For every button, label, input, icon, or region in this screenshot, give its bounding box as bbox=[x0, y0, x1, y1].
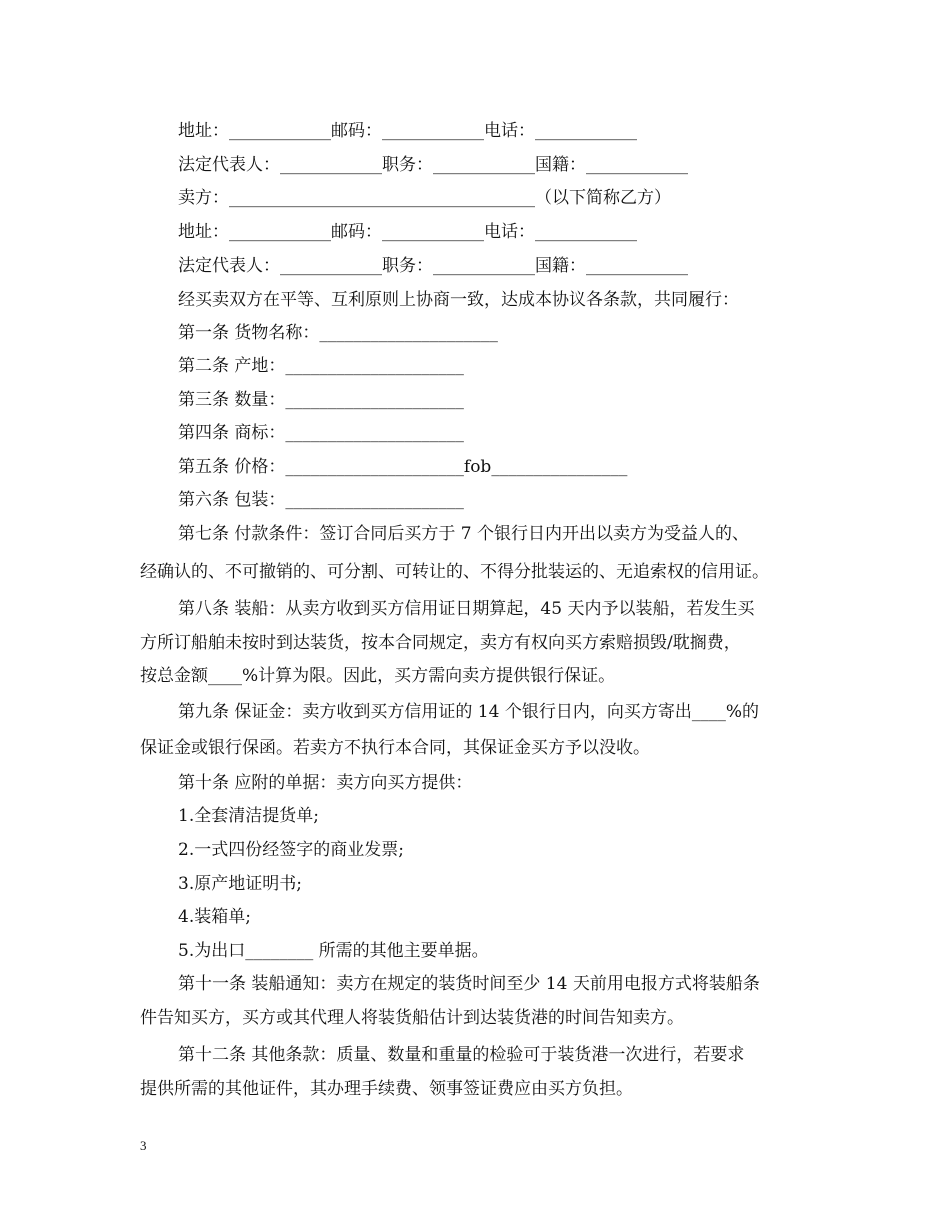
page-number: 3 bbox=[140, 1138, 147, 1153]
clause-8-line-1: 第八条 装船：从卖方收到买方信用证日期算起，45 天内予以装船，若发生买 bbox=[178, 599, 755, 619]
clause-5: 第五条 价格：_____________________fob________________ bbox=[178, 457, 628, 477]
buyer-representative-line: 法定代表人：____________职务：____________国籍：____________ bbox=[178, 155, 688, 175]
seller-address-line: 地址：____________邮码：____________电话：____________ bbox=[178, 222, 637, 242]
clause-6: 第六条 包装：_____________________ bbox=[178, 490, 464, 510]
document-item-1: 1.全套清洁提货单; bbox=[178, 806, 319, 826]
agreement-intro: 经买卖双方在平等、互利原则上协商一致，达成本协议各条款，共同履行： bbox=[178, 290, 739, 310]
clause-8-line-3: 按总金额____%计算为限。因此，买方需向卖方提供银行保证。 bbox=[140, 666, 616, 686]
clause-8-line-2: 方所订船舶未按时到达装货，按本合同规定，卖方有权向买方索赔损毁/耽搁费， bbox=[140, 633, 741, 653]
clause-10-heading: 第十条 应附的单据：卖方向买方提供： bbox=[178, 773, 473, 793]
clause-3: 第三条 数量：_____________________ bbox=[178, 390, 464, 410]
clause-9-line-2: 保证金或银行保函。若卖方不执行本合同，其保证金买方予以没收。 bbox=[140, 738, 650, 758]
clause-2: 第二条 产地：_____________________ bbox=[178, 356, 464, 376]
clause-1: 第一条 货物名称：_____________________ bbox=[178, 323, 498, 343]
clause-9-line-1: 第九条 保证金：卖方收到买方信用证的 14 个银行日内，向买方寄出____%的 bbox=[178, 702, 759, 722]
document-item-3: 3.原产地证明书; bbox=[178, 874, 302, 894]
seller-line: 卖方：____________________________________（以下简称乙方） bbox=[178, 188, 671, 208]
document-item-4: 4.装箱单; bbox=[178, 907, 251, 927]
seller-representative-line: 法定代表人：____________职务：____________国籍：____________ bbox=[178, 256, 688, 276]
clause-11-line-2: 件告知买方，买方或其代理人将装货船估计到达装货港的时间告知卖方。 bbox=[140, 1008, 684, 1028]
buyer-address-line: 地址：____________邮码：____________电话：____________ bbox=[178, 121, 637, 141]
clause-4: 第四条 商标：_____________________ bbox=[178, 423, 464, 443]
clause-7-line-1: 第七条 付款条件：签订合同后买方于 7 个银行日内开出以卖方为受益人的、 bbox=[178, 524, 750, 544]
clause-12-line-1: 第十二条 其他条款：质量、数量和重量的检验可于装货港一次进行，若要求 bbox=[178, 1045, 745, 1065]
clause-12-line-2: 提供所需的其他证件，其办理手续费、领事签证费应由买方负担。 bbox=[140, 1079, 633, 1099]
clause-11-line-1: 第十一条 装船通知：卖方在规定的装货时间至少 14 天前用电报方式将装船条 bbox=[178, 974, 760, 994]
document-item-2: 2.一式四份经签字的商业发票; bbox=[178, 840, 404, 860]
document-item-5: 5.为出口________ 所需的其他主要单据。 bbox=[178, 941, 489, 961]
clause-7-line-2: 经确认的、不可撤销的、可分割、可转让的、不得分批装运的、无追索权的信用证。 bbox=[140, 562, 769, 582]
